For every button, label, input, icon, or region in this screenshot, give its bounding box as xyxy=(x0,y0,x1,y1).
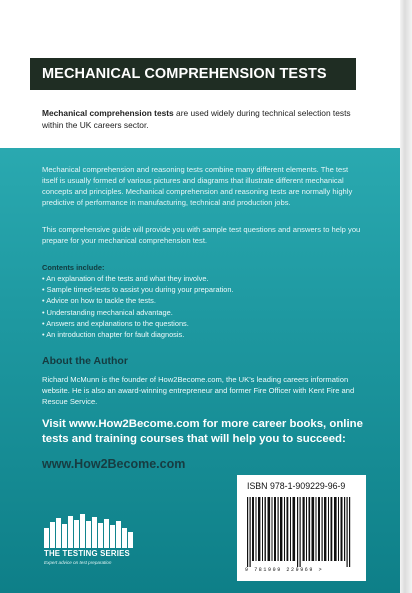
list-item: • Sample timed-tests to assist you during your preparation. xyxy=(42,285,234,295)
about-heading: About the Author xyxy=(42,355,128,367)
series-tagline: Expert advice on test preparation xyxy=(44,560,112,565)
cover-title: MECHANICAL COMPREHENSION TESTS xyxy=(42,66,327,82)
list-item: • An explanation of the tests and what they involve. xyxy=(42,274,209,283)
list-item: • Advice on how to tackle the tests. xyxy=(42,296,156,306)
list-item: • Understanding mechanical advantage. xyxy=(42,307,173,317)
about-text: Richard McMunn is the founder of How2Become.com, the UK's leading careers information website. He is also an award-winning entrepreneur and former Fire Officer with Kent Fire and Rescue Service. xyxy=(42,375,355,406)
intro-rest: are used widely during technical selection tests within the UK careers sector. xyxy=(42,108,351,130)
isbn-label: ISBN 978-1-909229-96-9 xyxy=(247,481,346,491)
promo-website-link[interactable]: www.How2Become.com xyxy=(42,457,186,471)
barcode-box xyxy=(237,475,366,581)
barcode-icon xyxy=(245,497,359,567)
title-bar xyxy=(30,58,356,90)
contents-heading: Contents include: xyxy=(42,263,105,272)
body-paragraph-2: This comprehensive guide will provide you with sample test questions and answers to help you prepare for your mechanical comprehension test. xyxy=(42,225,361,245)
series-name: THE TESTING SERIES xyxy=(44,549,130,558)
contents-list xyxy=(42,273,362,340)
books-logo-icon xyxy=(42,512,142,548)
promo-visit-text: Visit www.How2Become.com for more career books, online tests and training courses that will help you to succeed: xyxy=(42,418,363,445)
list-item: • Answers and explanations to the questions. xyxy=(42,318,189,328)
book-spine-edge xyxy=(400,0,412,593)
intro-text xyxy=(42,108,362,131)
barcode-digits: 9 781909 229969 > xyxy=(245,567,324,573)
list-item: • An introduction chapter for fault diagnosis. xyxy=(42,330,185,340)
body-paragraph-1: Mechanical comprehension and reasoning tests combine many different elements. The test itself is usually formed of various pictures and diagrams that illustrate different mechanical concepts and principles. Mechanical comprehension and reasoning tests are normally highly predictive of performance in manufacturing, technical and production jobs. xyxy=(42,165,353,207)
intro-bold-lead: Mechanical comprehension tests xyxy=(42,108,174,118)
